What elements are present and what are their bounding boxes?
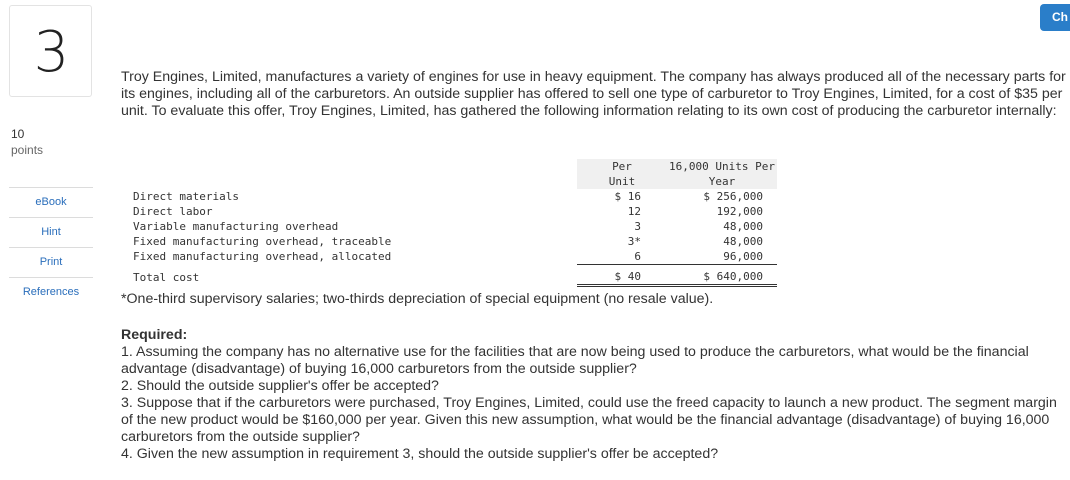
required-title: Required: bbox=[121, 327, 188, 343]
row-per-year: 48,000 bbox=[723, 235, 763, 248]
row-per-unit: $ 16 bbox=[614, 190, 641, 203]
check-button[interactable]: Ch bbox=[1040, 4, 1070, 31]
header-year-2: Year bbox=[667, 174, 777, 189]
row-label: Fixed manufacturing overhead, traceable bbox=[133, 235, 392, 248]
total-per-year: $ 640,000 bbox=[667, 265, 777, 286]
row-label: Fixed manufacturing overhead, allocated bbox=[133, 250, 392, 264]
side-nav bbox=[9, 187, 93, 307]
row-label: Direct materials bbox=[133, 190, 239, 203]
row-label: Variable manufacturing overhead bbox=[133, 220, 339, 233]
required-item-1: 1. Assuming the company has no alternative use for the facilities that are now being used to produce the carburetors, what would be the financial advantage (disadvantage) of buying 16,000 carburetors from the outside supplier? bbox=[121, 344, 1029, 377]
header-year-1: 16,000 Units Per bbox=[667, 159, 777, 174]
row-per-year: 96,000 bbox=[723, 250, 763, 263]
table-header-row bbox=[133, 174, 777, 189]
row-per-unit: 12 bbox=[627, 205, 641, 218]
problem-intro: Troy Engines, Limited, manufactures a variety of engines for use in heavy equipment. The company has always produced all of the necessary parts for its engines, including all of the carburetors. An outside supplier has offered to sell one type of carburetor to Troy Engines, Limited, for a cost of $35 per unit. To evaluate this offer, Troy Engines, Limited, has gathered the following information relating to its own cost of producing the carburetor internally: bbox=[121, 69, 1066, 119]
row-label: Direct labor bbox=[133, 205, 213, 218]
table-row bbox=[133, 204, 777, 219]
table-header-row bbox=[133, 159, 777, 174]
row-per-unit: 3* bbox=[627, 235, 641, 248]
row-per-unit: 3 bbox=[634, 220, 641, 233]
row-per-year: 192,000 bbox=[716, 205, 763, 218]
table-row bbox=[133, 189, 777, 204]
points-label: points bbox=[11, 143, 44, 157]
question-number: 3 bbox=[33, 20, 70, 85]
total-label: Total cost bbox=[133, 270, 200, 284]
row-per-unit: 6 bbox=[634, 250, 641, 263]
required-item-4: 4. Given the new assumption in requirement 3, should the outside supplier's offer be accepted? bbox=[121, 446, 719, 462]
references-link[interactable]: References bbox=[9, 277, 93, 307]
table-total-row bbox=[133, 265, 777, 286]
points-value: 10 bbox=[11, 127, 25, 141]
hint-link[interactable]: Hint bbox=[9, 217, 93, 247]
total-per-unit: $ 40 bbox=[577, 265, 667, 286]
table-footnote: *One-third supervisory salaries; two-thirds depreciation of special equipment (no resale value). bbox=[121, 291, 714, 307]
required-item-2: 2. Should the outside supplier's offer be accepted? bbox=[121, 378, 439, 394]
print-link[interactable]: Print bbox=[9, 247, 93, 277]
table-row bbox=[133, 219, 777, 234]
header-per-unit-1: Per bbox=[577, 159, 667, 174]
row-per-year: 48,000 bbox=[723, 220, 763, 233]
row-per-year: $ 256,000 bbox=[703, 190, 763, 203]
table-row bbox=[133, 249, 777, 265]
header-per-unit-2: Unit bbox=[577, 174, 667, 189]
ebook-link[interactable]: eBook bbox=[9, 187, 93, 217]
cost-table bbox=[133, 159, 777, 287]
required-item-3: 3. Suppose that if the carburetors were purchased, Troy Engines, Limited, could use the freed capacity to launch a new product. The segment margin of the new product would be $160,000 per year. Given this new assumption, what would be the financial advantage (disadvantage) of buying 16,000 carburetors from the outside supplier? bbox=[121, 395, 1057, 445]
table-row bbox=[133, 234, 777, 249]
question-number-box bbox=[9, 5, 92, 97]
required-section bbox=[121, 327, 1066, 463]
